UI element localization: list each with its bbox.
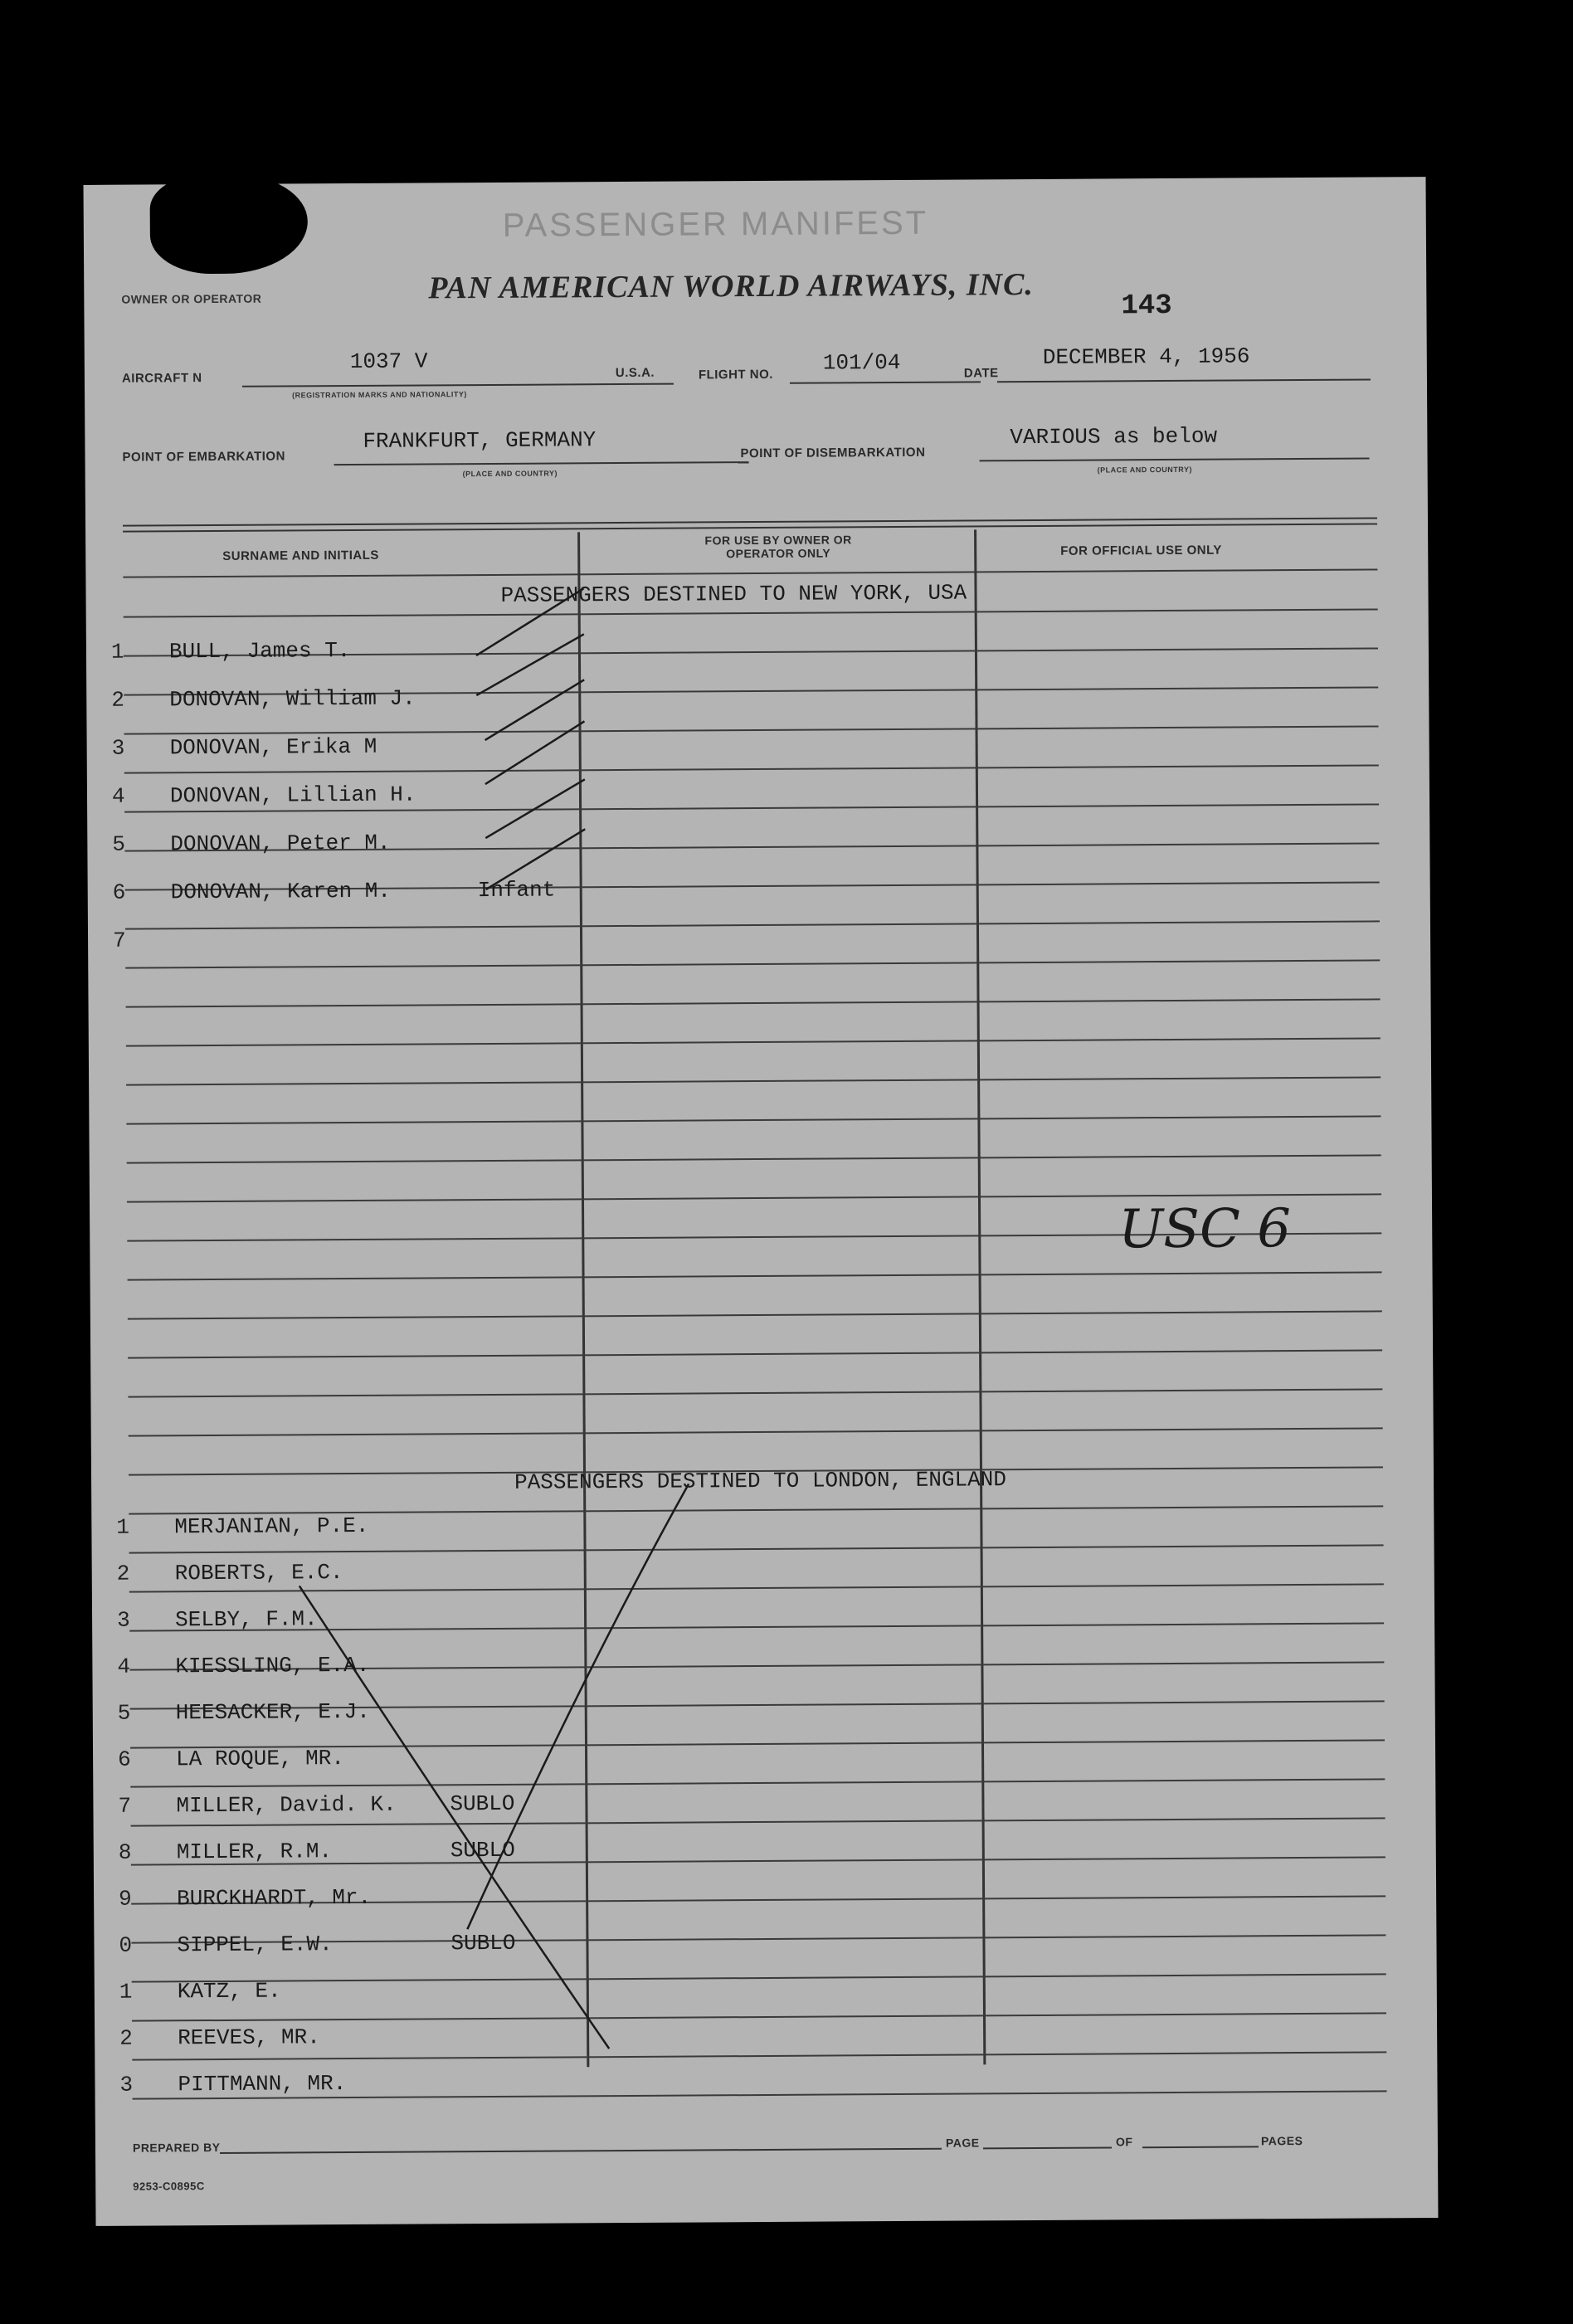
row-number: 8 (118, 1839, 132, 1865)
row-number: 2 (119, 2025, 133, 2051)
passenger-name: MILLER, David. K. (176, 1791, 397, 1819)
col-owner-use: FOR USE BY OWNER OR OPERATOR ONLY (704, 533, 852, 561)
of-label: OF (1115, 2135, 1133, 2149)
passenger-name: REEVES, MR. (178, 2024, 320, 2051)
aircraft-label: AIRCRAFT N (121, 371, 202, 386)
passenger-name: SELBY, F.M. (174, 1606, 318, 1633)
passenger-name: BULL, James T. (168, 638, 351, 665)
row-number: 0 (119, 1932, 133, 1958)
passenger-name: MERJANIAN, P.E. (174, 1513, 369, 1540)
passenger-name: LA ROQUE, MR. (176, 1746, 345, 1772)
handwritten-annotation: USC 6 (1118, 1198, 1292, 1261)
col-official-use: FOR OFFICIAL USE ONLY (1060, 543, 1222, 558)
section-heading-london: PASSENGERS DESTINED TO LONDON, ENGLAND (514, 1467, 1007, 1495)
pages-label: PAGES (1260, 2134, 1303, 2148)
disembark-label: POINT OF DISEMBARKATION (740, 445, 926, 461)
form-title: PASSENGER MANIFEST (502, 204, 929, 244)
pen-check-marks (84, 177, 1439, 2226)
row-number: 7 (112, 928, 126, 953)
col-surname: SURNAME AND INITIALS (222, 548, 379, 563)
date-label: DATE (963, 366, 999, 381)
row-number: 4 (117, 1654, 131, 1679)
prepared-by-label: PREPARED BY (132, 2141, 221, 2155)
passenger-note: SUBLO (450, 1837, 515, 1864)
embark-value: FRANKFURT, GERMANY (363, 427, 597, 454)
row-number: 9 (119, 1886, 132, 1912)
manifest-sheet (84, 177, 1439, 2226)
passenger-name: DONOVAN, Erika M (169, 733, 377, 761)
passenger-name: SIPPEL, E.W. (177, 1932, 333, 1958)
passenger-note: SUBLO (450, 1791, 515, 1817)
passenger-name: DONOVAN, William J. (169, 685, 416, 713)
passenger-name: HEESACKER, E.J. (175, 1698, 370, 1726)
passenger-name: KIESSLING, E.A. (175, 1652, 370, 1679)
row-number: 1 (119, 1979, 133, 2005)
row-number: 3 (111, 735, 125, 761)
row-number: 7 (118, 1793, 132, 1819)
owner-label: OWNER OR OPERATOR (121, 291, 262, 306)
row-number: 5 (112, 831, 126, 857)
row-number: 2 (111, 687, 124, 713)
passenger-name: DONOVAN, Karen M. (170, 878, 392, 905)
usa-label: U.S.A. (615, 365, 655, 381)
passenger-name: PITTMANN, MR. (178, 2071, 347, 2097)
section-heading-newyork: PASSENGERS DESTINED TO NEW YORK, USA (500, 580, 967, 608)
page-number: 143 (1121, 290, 1172, 323)
embark-caption: (PLACE AND COUNTRY) (462, 469, 558, 479)
row-number: 3 (116, 1607, 130, 1633)
passenger-name: ROBERTS, E.C. (174, 1560, 343, 1586)
row-number: 1 (110, 639, 124, 665)
embark-label: POINT OF EMBARKATION (122, 449, 285, 465)
form-number: 9253-C0895C (133, 2180, 205, 2193)
passenger-name: DONOVAN, Lillian H. (169, 782, 416, 809)
registration-caption: (REGISTRATION MARKS AND NATIONALITY) (292, 390, 467, 400)
page-label: PAGE (945, 2136, 980, 2150)
date-value: DECEMBER 4, 1956 (1042, 343, 1250, 370)
aircraft-value: 1037 V (349, 348, 428, 375)
disembark-value: VARIOUS as below (1010, 423, 1218, 451)
flight-label: FLIGHT NO. (698, 367, 773, 382)
passenger-note: Infant (477, 877, 556, 904)
passenger-note: SUBLO (450, 1930, 516, 1956)
row-number: 2 (116, 1561, 130, 1586)
company-name: PAN AMERICAN WORLD AIRWAYS, INC. (428, 266, 1034, 306)
row-number: 3 (119, 2072, 134, 2097)
row-number: 6 (118, 1747, 131, 1772)
row-number: 5 (117, 1700, 131, 1726)
row-number: 4 (111, 783, 125, 809)
passenger-name: BURCKHARDT, Mr. (177, 1884, 372, 1912)
passenger-name: DONOVAN, Peter M. (170, 830, 391, 857)
disembark-caption: (PLACE AND COUNTRY) (1097, 465, 1192, 475)
flight-value: 101/04 (822, 349, 901, 376)
passenger-name: KATZ, E. (177, 1978, 281, 2005)
row-number: 6 (112, 879, 126, 905)
row-number: 1 (116, 1514, 130, 1540)
passenger-name: MILLER, R.M. (176, 1839, 333, 1865)
